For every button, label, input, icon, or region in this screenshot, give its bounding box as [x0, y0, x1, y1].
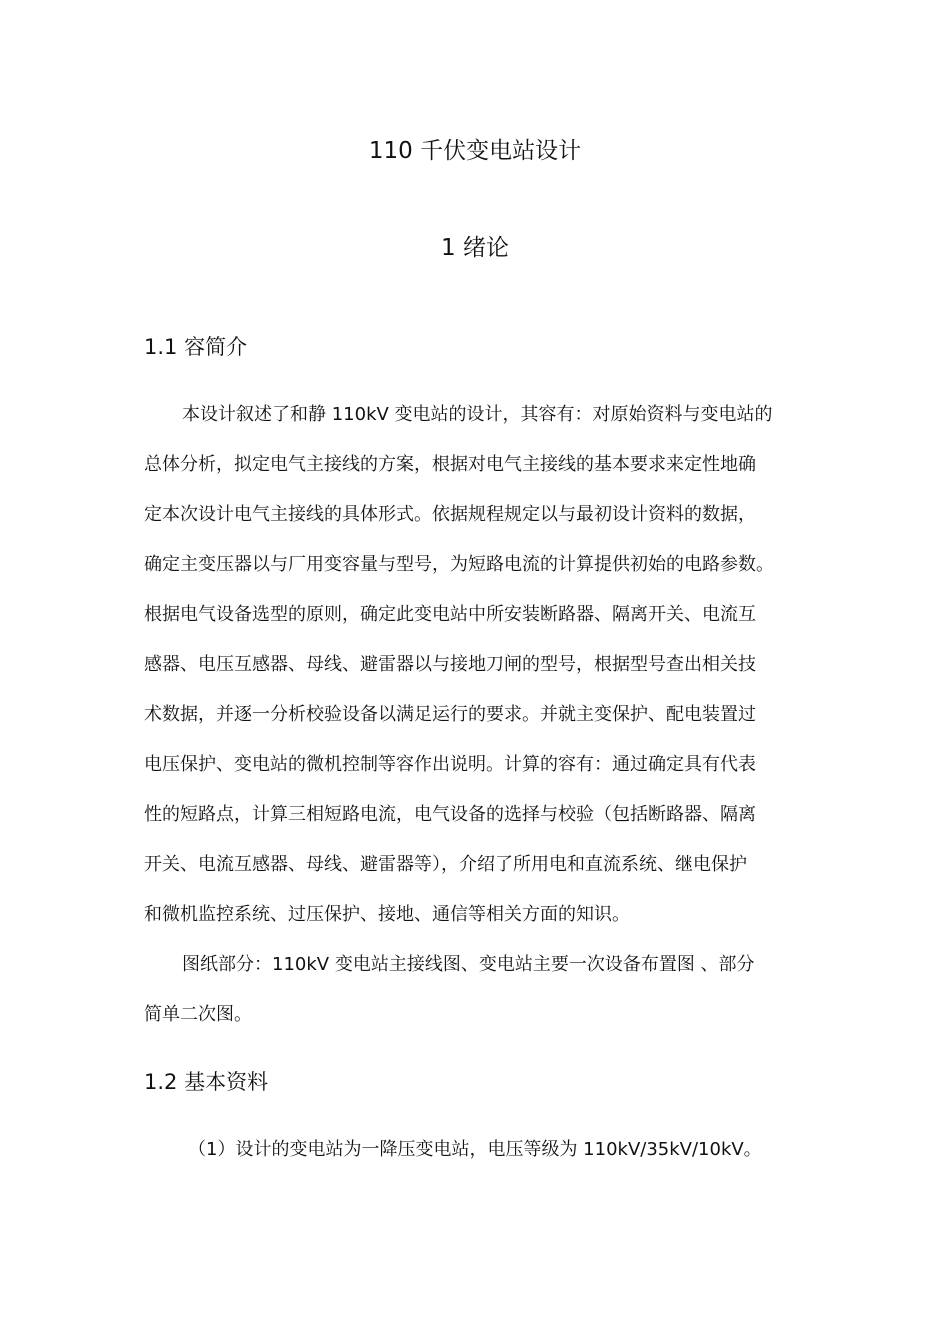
intro-paragraph	[144, 390, 824, 1040]
section-heading-intro: 1.1 容简介	[144, 335, 248, 359]
basic-data-list	[144, 1125, 824, 1175]
list-item: （1）设计的变电站为一降压变电站，电压等级为 110kV/35kV/10kV。	[188, 1139, 762, 1160]
paragraph-line: 电压保护、变电站的微机控制等容作出说明。计算的容有：通过确定具有代表	[144, 754, 756, 775]
paragraph-line: 确定主变压器以与厂用变容量与型号，为短路电流的计算提供初始的电路参数。	[144, 554, 774, 575]
paragraph-line: 根据电气设备选型的原则，确定此变电站中所安装断路器、隔离开关、电流互	[144, 604, 756, 625]
paragraph-line: 术数据，并逐一分析校验设备以满足运行的要求。并就主变保护、配电装置过	[144, 704, 756, 725]
paragraph-line: 图纸部分：110kV 变电站主接线图、变电站主要一次设备布置图 、部分	[182, 954, 755, 975]
paragraph-line: 感器、电压互感器、母线、避雷器以与接地刀闸的型号，根据型号查出相关技	[144, 654, 756, 675]
paragraph-line: 总体分析，拟定电气主接线的方案，根据对电气主接线的基本要求来定性地确	[144, 454, 756, 475]
paragraph-line: 开关、电流互感器、母线、避雷器等），介绍了所用电和直流系统、继电保护	[144, 854, 747, 875]
paragraph-line: 定本次设计电气主接线的具体形式。依据规程规定以与最初设计资料的数据，	[144, 504, 756, 525]
section-heading-basic-data: 1.2 基本资料	[144, 1070, 269, 1094]
paragraph-line: 本设计叙述了和静 110kV 变电站的设计，其容有：对原始资料与变电站的	[182, 404, 773, 425]
paragraph-line: 和微机监控系统、过压保护、接地、通信等相关方面的知识。	[144, 904, 630, 925]
chapter-title: 1 绪论	[441, 235, 509, 261]
paragraph-line: 简单二次图。	[144, 1004, 252, 1025]
paragraph-line: 性的短路点，计算三相短路电流，电气设备的选择与校验（包括断路器、隔离	[144, 804, 756, 825]
document-title: 110 千伏变电站设计	[368, 138, 582, 164]
